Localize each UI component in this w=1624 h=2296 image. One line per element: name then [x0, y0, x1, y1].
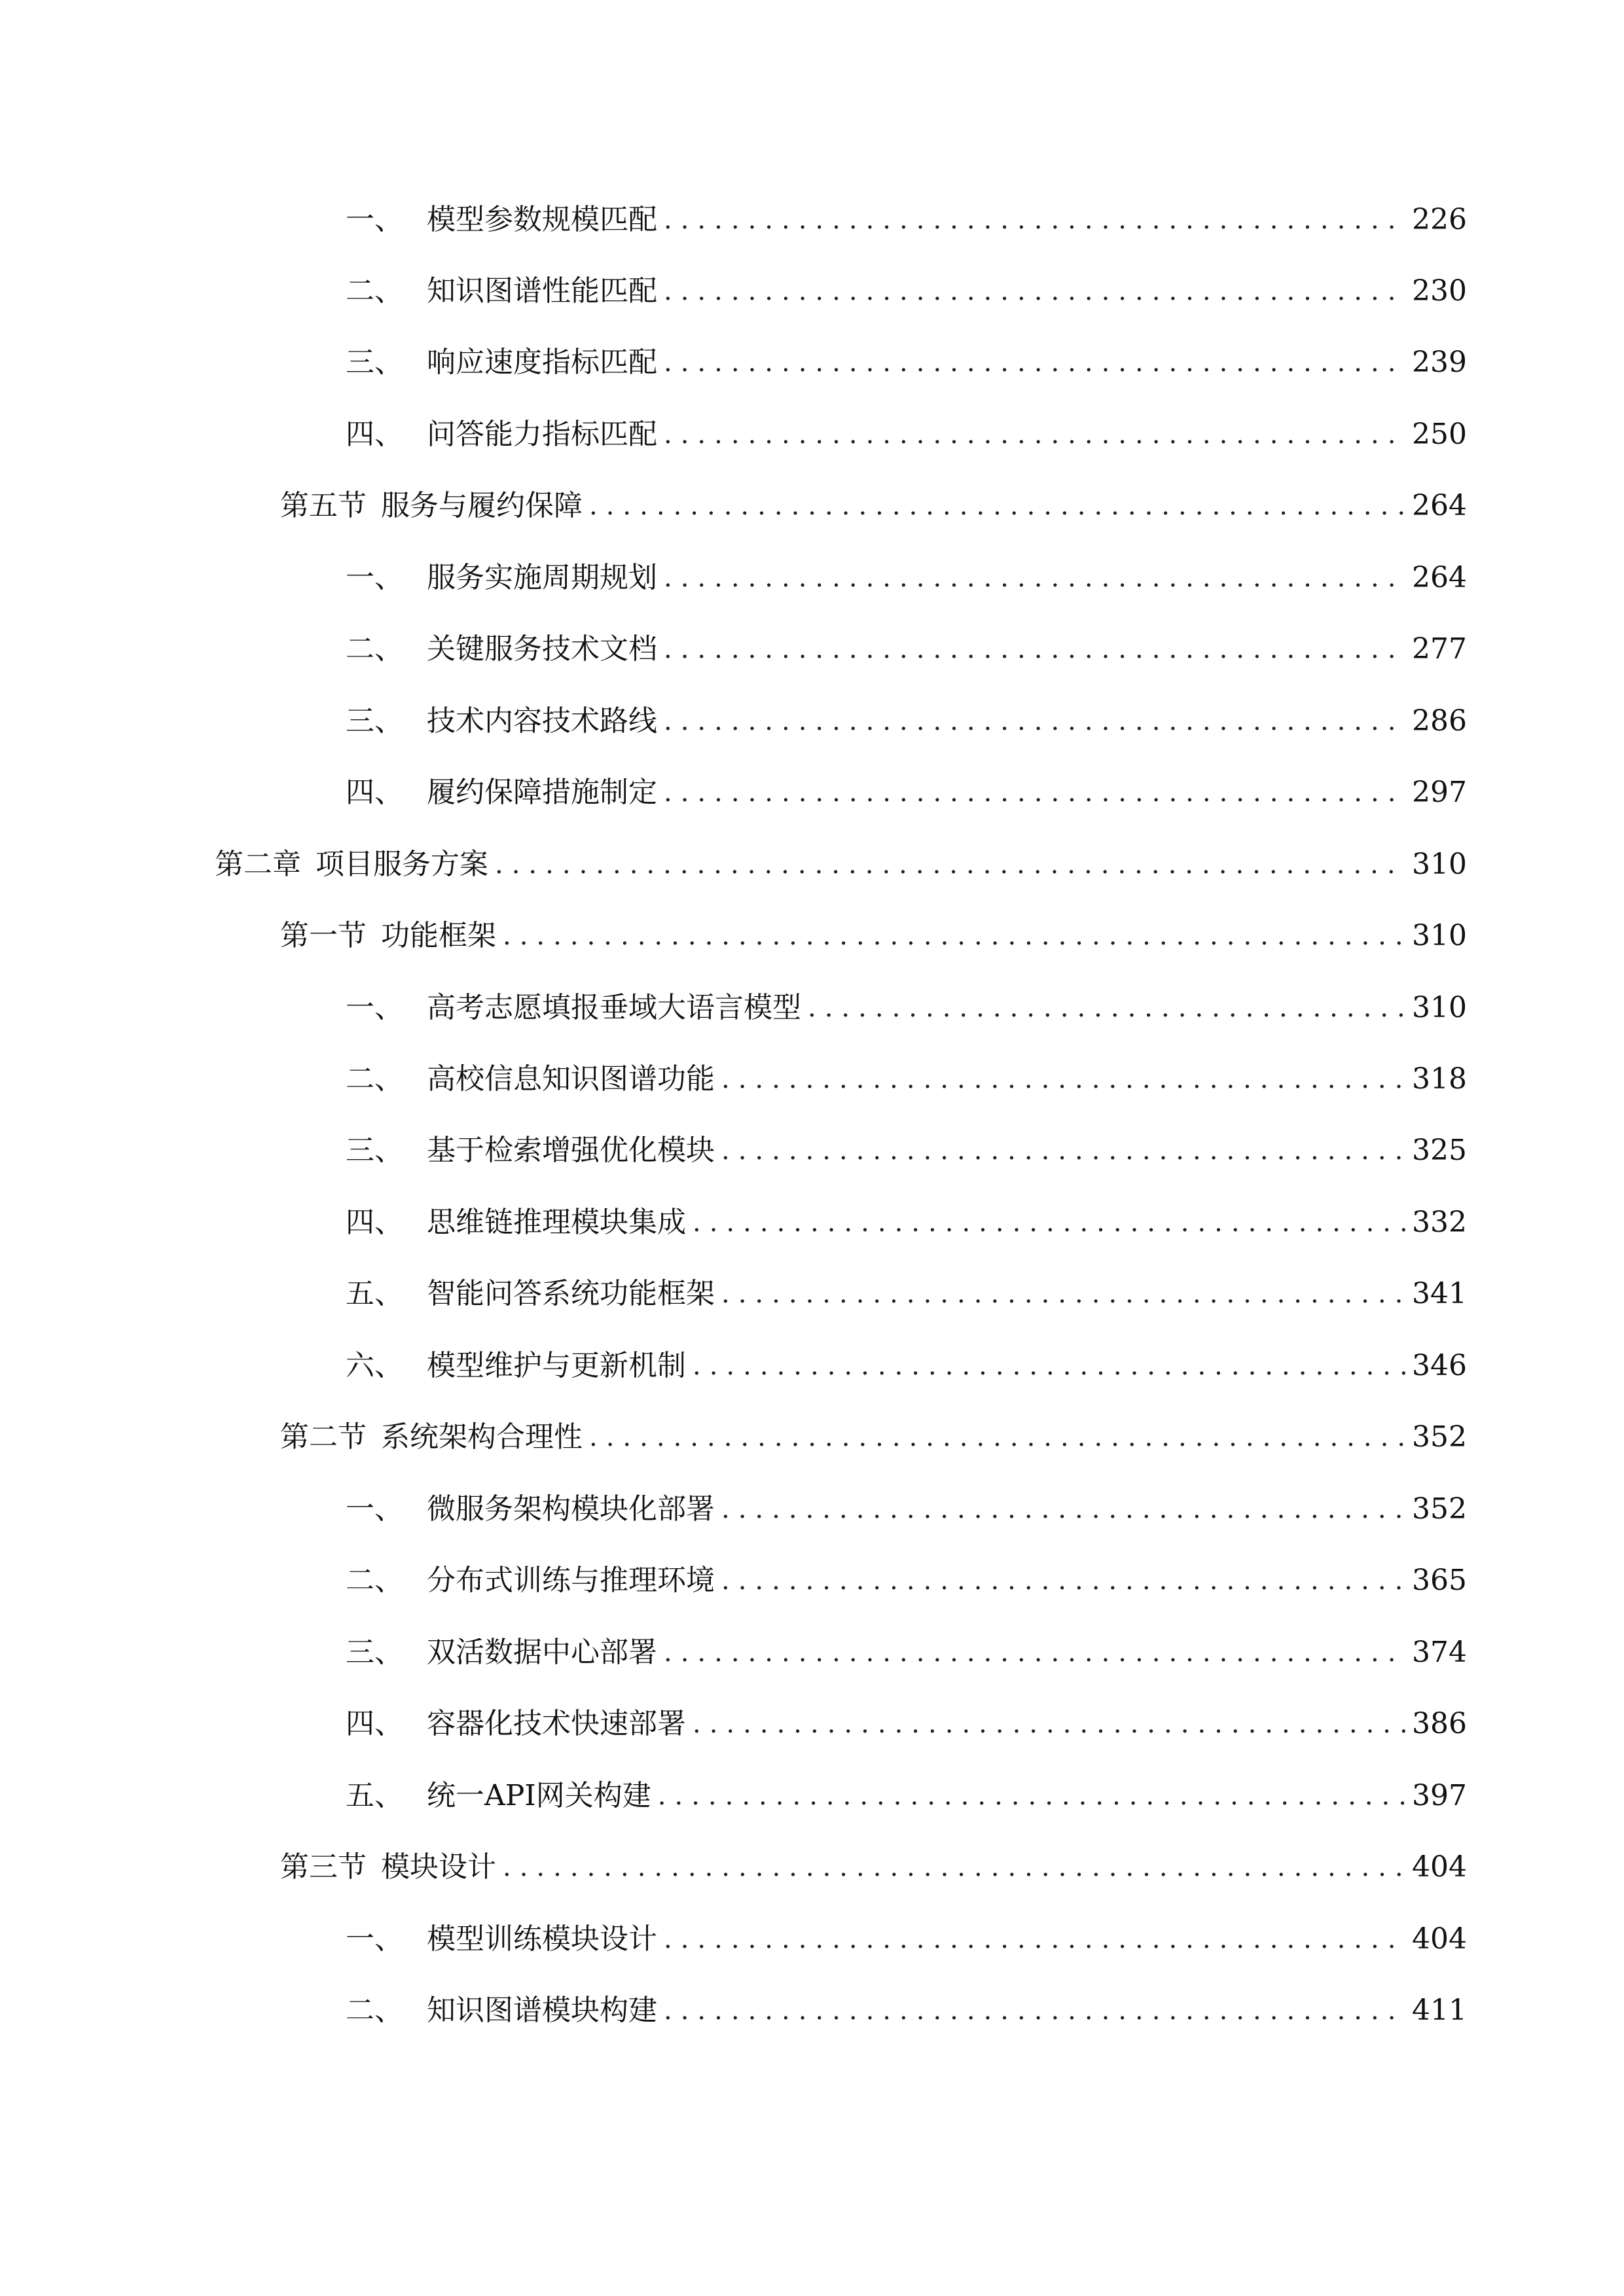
toc-entry-page: 226 [1412, 203, 1467, 236]
toc-chapter-entry[interactable] [215, 838, 1467, 891]
toc-entry-page: 286 [1412, 704, 1467, 738]
toc-entry-number: 一、 [346, 1922, 403, 1956]
toc-dot-leader [693, 1698, 1405, 1750]
toc-entry-title: 容器化技术快速部署 [427, 1707, 686, 1740]
toc-dot-leader [664, 552, 1405, 604]
toc-dot-leader [693, 1340, 1405, 1392]
toc-dot-leader [664, 194, 1405, 246]
toc-dot-leader [721, 1124, 1405, 1177]
toc-entry-title: 双活数据中心部署 [427, 1636, 657, 1669]
toc-entry-title: 技术内容技术路线 [427, 704, 657, 738]
toc-entry[interactable] [346, 1268, 1467, 1320]
toc-entry-number: 四、 [346, 418, 403, 451]
toc-dot-leader [721, 1053, 1405, 1105]
toc-section-title: 服务与履约保障 [381, 489, 583, 522]
toc-dot-leader [664, 695, 1405, 747]
toc-entry[interactable] [346, 194, 1467, 246]
toc-dot-leader [658, 1770, 1405, 1822]
toc-section-entry[interactable] [280, 480, 1467, 532]
toc-section-number: 第三节 [280, 1850, 367, 1884]
toc-entry-page: 346 [1412, 1349, 1467, 1382]
toc-entry-number: 三、 [346, 1636, 403, 1669]
toc-dot-leader [664, 408, 1405, 461]
toc-entry-number: 四、 [346, 1707, 403, 1740]
toc-dot-leader [664, 1984, 1405, 2037]
toc-entry-title: 模型维护与更新机制 [427, 1349, 686, 1382]
toc-entry-page: 310 [1412, 991, 1467, 1024]
toc-entry[interactable] [346, 1913, 1467, 1965]
toc-entry-title: 服务实施周期规划 [427, 561, 657, 594]
toc-entry[interactable] [346, 1483, 1467, 1535]
toc-dot-leader [664, 1626, 1405, 1679]
toc-section-entry[interactable] [280, 910, 1467, 962]
toc-dot-leader [664, 623, 1405, 675]
toc-dot-leader [589, 1411, 1405, 1463]
toc-entry-number: 五、 [346, 1277, 403, 1310]
toc-entry-title: 思维链推理模块集成 [427, 1206, 686, 1239]
toc-entry-page: 411 [1412, 1994, 1467, 2027]
toc-entry-number: 四、 [346, 776, 403, 809]
toc-entry-page: 352 [1412, 1420, 1467, 1454]
toc-entry-title: 高考志愿填报垂域大语言模型 [427, 991, 801, 1024]
toc-entry-number: 二、 [346, 274, 403, 308]
toc-entry-page: 230 [1412, 274, 1467, 308]
toc-entry-title: 知识图谱性能匹配 [427, 274, 657, 308]
toc-entry-page: 404 [1412, 1922, 1467, 1956]
toc-dot-leader [664, 265, 1405, 317]
toc-entry-title: 履约保障措施制定 [427, 776, 657, 809]
toc-entry-page: 374 [1412, 1636, 1467, 1669]
toc-entry-title: 模型训练模块设计 [427, 1922, 657, 1956]
toc-entry-title: 关键服务技术文档 [427, 632, 657, 666]
toc-entry-title: 基于检索增强优化模块 [427, 1134, 715, 1167]
toc-section-number: 第一节 [280, 919, 367, 952]
toc-entry-number: 一、 [346, 991, 403, 1024]
toc-dot-leader [693, 1196, 1405, 1249]
toc-entry-page: 404 [1412, 1850, 1467, 1884]
toc-entry-title: 分布式训练与推理环境 [427, 1564, 715, 1597]
toc-entry-title: 问答能力指标匹配 [427, 418, 657, 451]
toc-entry-page: 386 [1412, 1707, 1467, 1740]
toc-entry-page: 341 [1412, 1277, 1467, 1310]
toc-entry-page: 277 [1412, 632, 1467, 666]
toc-dot-leader [664, 1913, 1405, 1965]
toc-entry-page: 239 [1412, 346, 1467, 379]
toc-entry-number: 二、 [346, 1994, 403, 2027]
toc-entry-page: 397 [1412, 1779, 1467, 1812]
toc-entry-title: 响应速度指标匹配 [427, 346, 657, 379]
toc-entry-page: 365 [1412, 1564, 1467, 1597]
toc-entry[interactable] [346, 695, 1467, 747]
toc-entry-title: 高校信息知识图谱功能 [427, 1062, 715, 1096]
toc-dot-leader [664, 766, 1405, 819]
toc-entry-number: 二、 [346, 632, 403, 666]
toc-entry[interactable] [346, 1984, 1467, 2037]
toc-entry-title: 智能问答系统功能框架 [427, 1277, 715, 1310]
toc-entry-page: 325 [1412, 1134, 1467, 1167]
toc-entry[interactable] [346, 1698, 1467, 1750]
toc-entry-number: 三、 [346, 346, 403, 379]
toc-dot-leader [721, 1268, 1405, 1320]
toc-entry-page: 332 [1412, 1206, 1467, 1239]
toc-entry-title: 统一API网关构建 [427, 1779, 651, 1812]
toc-dot-leader [664, 336, 1405, 389]
toc-entry-number: 一、 [346, 203, 403, 236]
toc-entry[interactable] [346, 265, 1467, 317]
toc-entry-page: 310 [1412, 919, 1467, 952]
toc-entry[interactable] [346, 1340, 1467, 1392]
toc-dot-leader [721, 1554, 1405, 1607]
toc-section-entry[interactable] [280, 1841, 1467, 1893]
toc-entry-page: 352 [1412, 1492, 1467, 1526]
toc-entry-title: 模型参数规模匹配 [427, 203, 657, 236]
toc-entry[interactable] [346, 1770, 1467, 1822]
toc-section-number: 第五节 [280, 489, 367, 522]
toc-dot-leader [721, 1483, 1405, 1535]
toc-section-number: 第二节 [280, 1420, 367, 1454]
toc-entry-page: 264 [1412, 561, 1467, 594]
toc-entry[interactable] [346, 336, 1467, 389]
toc-entry-number: 六、 [346, 1349, 403, 1382]
toc-entry-number: 五、 [346, 1779, 403, 1812]
toc-chapter-number: 第二章 [215, 848, 301, 881]
toc-entry-number: 三、 [346, 704, 403, 738]
toc-entry-page: 250 [1412, 418, 1467, 451]
toc-entry-page: 297 [1412, 776, 1467, 809]
toc-entry[interactable] [346, 408, 1467, 461]
toc-entry-page: 310 [1412, 848, 1467, 881]
toc-entry[interactable] [346, 1124, 1467, 1177]
toc-entry[interactable] [346, 1196, 1467, 1249]
toc-section-title: 系统架构合理性 [381, 1420, 583, 1454]
toc-dot-leader [503, 1841, 1405, 1893]
toc-entry[interactable] [346, 623, 1467, 675]
toc-entry[interactable] [346, 552, 1467, 604]
toc-entry-title: 知识图谱模块构建 [427, 1994, 657, 2027]
toc-entry[interactable] [346, 1626, 1467, 1679]
toc-entry-number: 二、 [346, 1062, 403, 1096]
toc-entry[interactable] [346, 982, 1467, 1034]
toc-section-entry[interactable] [280, 1411, 1467, 1463]
toc-entry-number: 三、 [346, 1134, 403, 1167]
toc-entry-number: 四、 [346, 1206, 403, 1239]
toc-entry-title: 微服务架构模块化部署 [427, 1492, 715, 1526]
toc-chapter-title: 项目服务方案 [316, 848, 488, 881]
toc-dot-leader [808, 982, 1405, 1034]
toc-section-title: 模块设计 [381, 1850, 496, 1884]
toc-entry-page: 318 [1412, 1062, 1467, 1096]
toc-entry[interactable] [346, 1554, 1467, 1607]
toc-dot-leader [495, 838, 1405, 891]
toc-entry[interactable] [346, 1053, 1467, 1105]
toc-entry-page: 264 [1412, 489, 1467, 522]
toc-dot-leader [589, 480, 1405, 532]
toc-entry-number: 一、 [346, 1492, 403, 1526]
toc-section-title: 功能框架 [381, 919, 496, 952]
toc-dot-leader [503, 910, 1405, 962]
toc-entry-number: 二、 [346, 1564, 403, 1597]
toc-entry-number: 一、 [346, 561, 403, 594]
toc-entry[interactable] [346, 766, 1467, 819]
